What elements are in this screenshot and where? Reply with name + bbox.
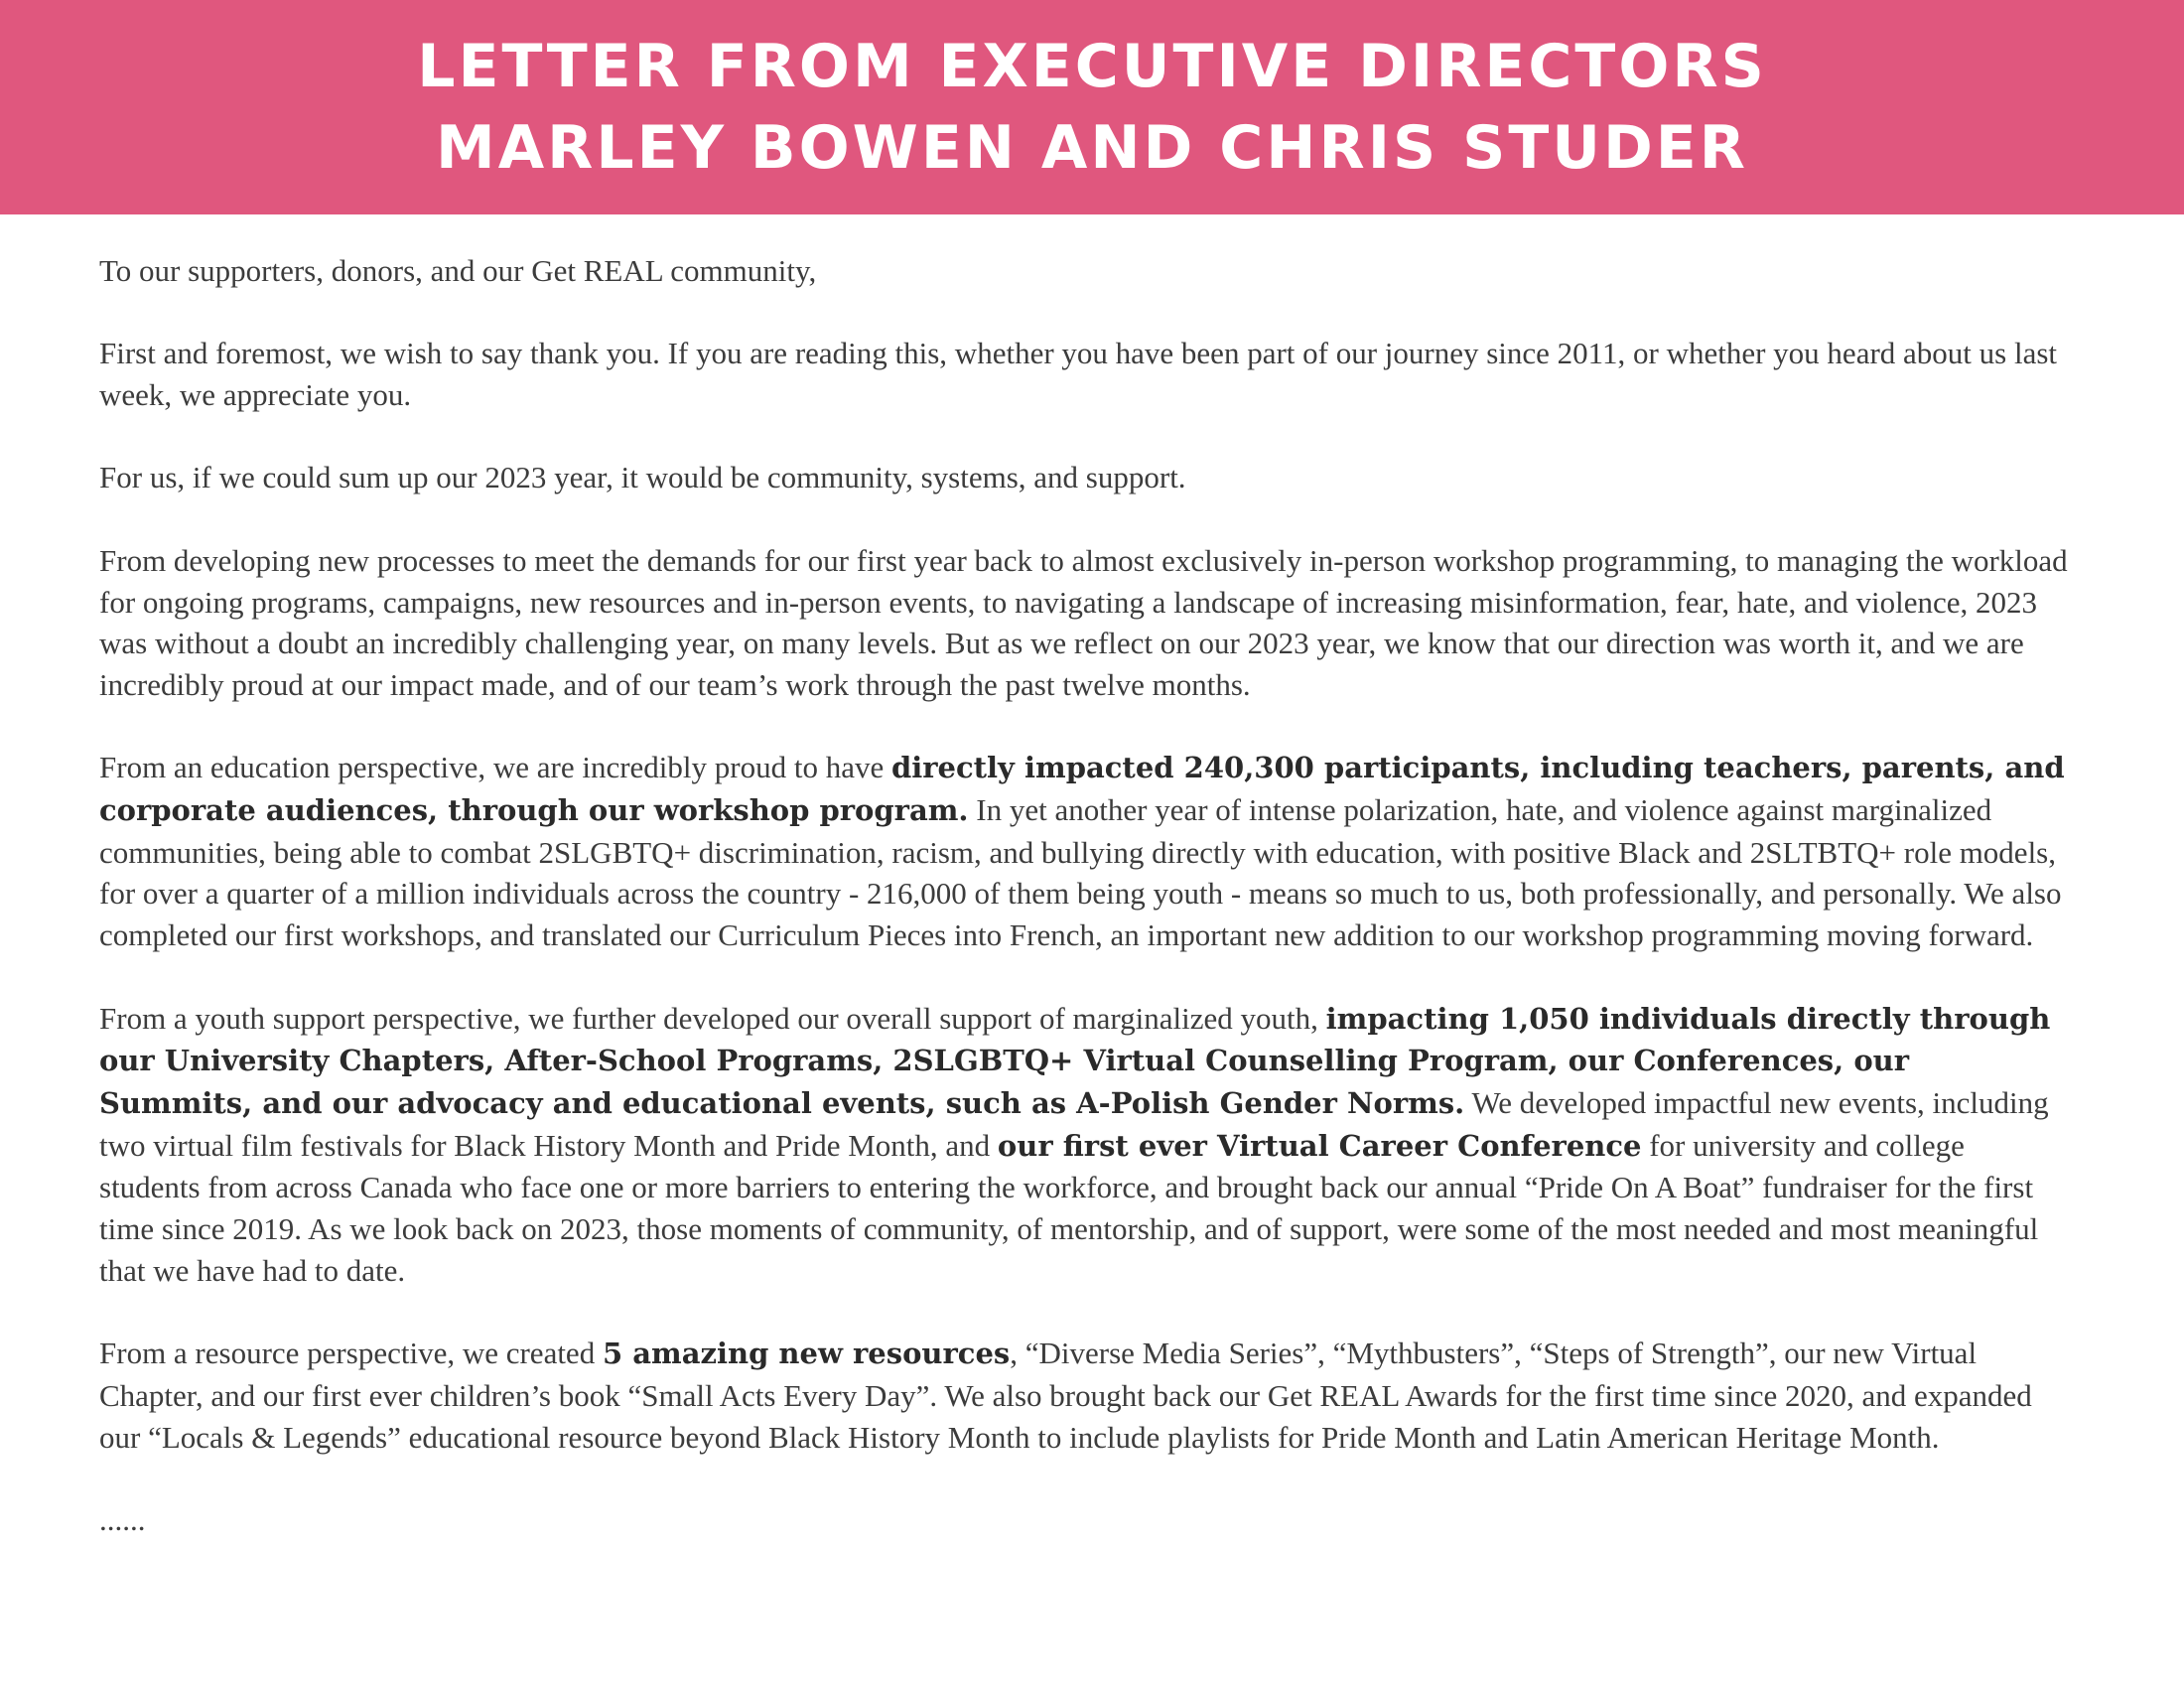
youth-highlight-impact: impacting 1,050 individuals directly through our University Chapters, After-School Programs, 2SLGBTQ+ Virtual Counselling Program, our Conferences, our Summits, and our advocacy and educational events, such as A-Polish Gender Norms. — [99, 1001, 2051, 1120]
continuation-ellipsis: ...... — [99, 1501, 146, 1537]
youth-rest: for university and college students from across Canada who face one or more barriers to entering the workforce, and brought back our annual “Pride On A Boat” fundraiser for the first time since 2019. As we look back on 2023, those moments of community, of mentorship, and of support, were some of the most needed and most meaningful that we have had to date. — [99, 1127, 2039, 1288]
paragraph-year-summary: For us, if we could sum up our 2023 year, it would be community, systems, and support. — [99, 460, 1186, 495]
education-highlight: directly impacted 240,300 participants, including teachers, parents, and corporate audiences, through our workshop program. — [99, 751, 2065, 828]
paragraph-thank-you: First and foremost, we wish to say thank you. If you are reading this, whether you have been part of our journey since 2011, or whether you heard about us last week, we appreciate you. — [99, 336, 2058, 413]
letter-body — [99, 250, 2070, 1541]
title-banner — [0, 0, 2184, 214]
resources-highlight: 5 amazing new resources — [602, 1336, 1011, 1371]
paragraph-youth-support — [99, 998, 2070, 1292]
education-rest: In yet another year of intense polarization, hate, and violence against marginalized communities, being able to combat 2SLGBTQ+ discrimination, racism, and bullying directly with education, with positive Black and 2SLTBTQ+ role models, for over a quarter of a million individuals across the country - 216,000 of them being youth - means so much to us, both professionally, and personally. We also completed our first workshops, and translated our Curriculum Pieces into French, an important new addition to our workshop programming moving forward. — [99, 792, 2062, 953]
greeting: To our supporters, donors, and our Get REAL community, — [99, 253, 817, 288]
youth-highlight-career-conference: our first ever Virtual Career Conference — [997, 1128, 1642, 1163]
paragraph-education — [99, 747, 2070, 956]
paragraph-resources — [99, 1333, 2070, 1458]
title-line-2: MARLEY BOWEN AND CHRIS STUDER — [436, 113, 1748, 183]
education-intro: From an education perspective, we are incredibly proud to have — [99, 750, 891, 785]
resources-rest: , “Diverse Media Series”, “Mythbusters”, “Steps of Strength”, our new Virtual Chapter, and our first ever children’s book “Small Acts Every Day”. We also brought back our Get REAL Awards for the first time since 2020, and expanded our “Locals & Legends” educational resource beyond Black History Month to include playlists for Pride Month and Latin American Heritage Month. — [99, 1336, 2032, 1455]
resources-intro: From a resource perspective, we created — [99, 1336, 603, 1371]
youth-intro: From a youth support perspective, we further developed our overall support of marginalized youth, — [99, 1000, 1326, 1036]
title-line-1: LETTER FROM EXECUTIVE DIRECTORS — [417, 32, 1767, 101]
youth-middle: We developed impactful new events, including two virtual film festivals for Black History Month and Pride Month, and — [99, 1084, 2049, 1163]
paragraph-challenges: From developing new processes to meet the demands for our first year back to almost exclusively in-person workshop programming, to managing the workload for ongoing programs, campaigns, new resources and in-person events, to navigating a landscape of increasing misinformation, fear, hate, and violence, 2023 was without a doubt an incredibly challenging year, on many levels. But as we reflect on our 2023 year, we know that our direction was worth it, and we are incredibly proud at our impact made, and of our team’s work through the past twelve months. — [99, 542, 2068, 702]
